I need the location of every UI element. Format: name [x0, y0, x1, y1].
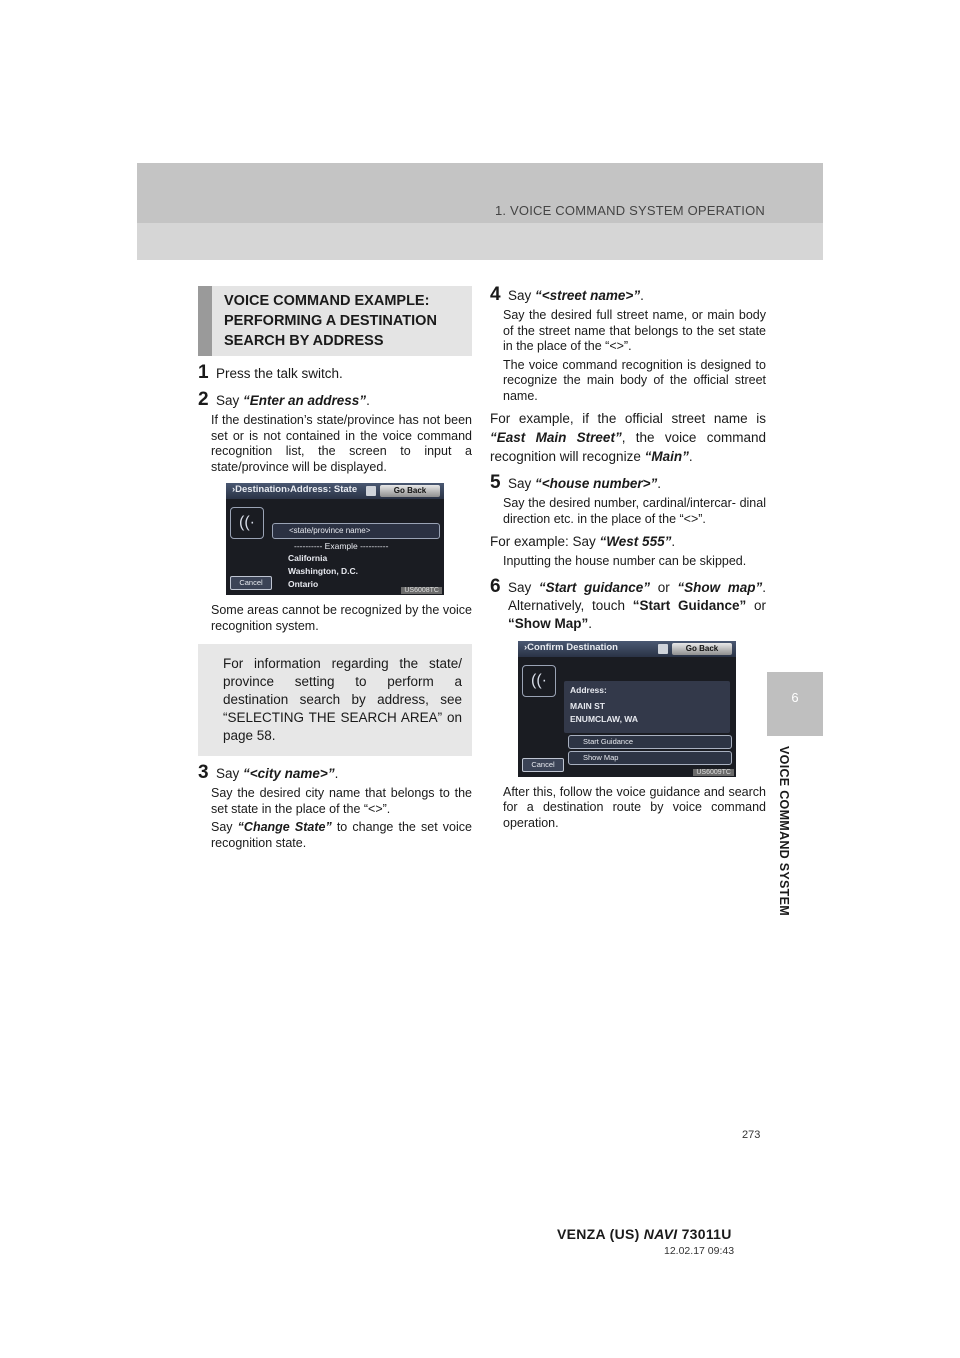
state-input-field[interactable]: <state/province name>	[272, 523, 440, 539]
bullet-item: Some areas cannot be recognized by the voice recognition system.	[211, 603, 472, 633]
info-note	[198, 644, 472, 756]
voice-command: “Main”	[644, 449, 689, 464]
voice-command: “<city name>”	[243, 766, 335, 781]
step-3	[198, 764, 472, 783]
step-2	[198, 391, 472, 410]
example-label: ---------- Example ----------	[294, 541, 389, 551]
step-text: Say “Start guidance” or “Show map”. Alternatively, touch “Start Guidance” or “Show Map”.	[508, 579, 766, 631]
step-1	[198, 364, 472, 383]
voice-command: “Change State”	[237, 820, 332, 834]
example-paragraph: For example: Say “West 555”.	[490, 534, 676, 549]
screen-title: ›Confirm Destination	[524, 641, 618, 653]
bullet-item: Inputting the house number can be skipped.	[503, 554, 747, 568]
touch-button-name: “Show Map”	[508, 615, 589, 631]
bullet-item: Say “Change State” to change the set voice recognition state.	[211, 820, 472, 850]
header-band	[137, 163, 823, 260]
screen-title: ›Destination›Address: State	[232, 484, 358, 495]
chapter-side-label	[769, 746, 799, 916]
example-paragraph: For example, if the official street name is “East Main Street”, the voice command recognition will recognize “Main”.	[490, 411, 766, 464]
bullet-item: Say the desired city name that belongs to the set state in the place of the “<>”.	[211, 786, 472, 816]
step-6	[490, 575, 766, 633]
step-5	[490, 474, 766, 493]
chapter-title: 1. VOICE COMMAND SYSTEM OPERATION	[494, 203, 765, 218]
confirm-destination-screen	[518, 641, 736, 777]
voice-talk-icon: ((·	[522, 665, 556, 697]
address-line: MAIN ST	[570, 700, 605, 711]
go-back-button[interactable]: Go Back	[672, 643, 732, 655]
start-guidance-button[interactable]: Start Guidance	[568, 735, 732, 749]
go-back-button[interactable]: Go Back	[380, 485, 440, 497]
example-item: Ontario	[288, 579, 319, 589]
chapter-side-label-text: VOICE COMMAND SYSTEM	[777, 746, 791, 916]
step-4	[490, 286, 766, 305]
voice-command: “<street name>”	[535, 288, 641, 303]
model-code: VENZA (US) NAVI 73011U	[557, 1226, 732, 1242]
voice-command: “West 555”	[599, 534, 672, 549]
touch-button-name: “Start Guidance”	[632, 597, 747, 613]
page-number: 273	[742, 1129, 761, 1141]
bullet-item: If the destination’s state/province has not been set or is not contained in the voice command recognition list, the screen to input a state/province will be displayed.	[211, 413, 472, 474]
chapter-tab	[767, 672, 823, 736]
figure-code: US6008TC	[401, 587, 442, 594]
address-label: Address:	[570, 684, 607, 695]
voice-command: “Enter an address”	[243, 393, 367, 408]
cancel-button[interactable]: Cancel	[230, 576, 272, 590]
step-number: 6	[490, 575, 501, 597]
bullet-item: Say the desired full street name, or main body of the street name that belongs to the set state in the place of the “<>”.	[503, 308, 766, 353]
navi-label: NAVI	[643, 1226, 678, 1242]
step-text: Say “<street name>”.	[508, 288, 644, 303]
voice-command: “Start guidance”	[538, 579, 651, 595]
bullet-item: The voice command recognition is designed to recognize the main body of the official street name.	[503, 357, 766, 403]
step-number: 3	[198, 762, 209, 783]
step-number: 2	[198, 389, 209, 410]
example-item: Washington, D.C.	[288, 566, 359, 576]
right-column	[490, 286, 766, 834]
note-item: For information regarding the state/ province setting to perform a destination search by address, see “SELECTING THE SEARCH AREA” on page 58.	[223, 656, 462, 743]
voice-command: “Show map”	[677, 579, 763, 595]
state-input-screen	[226, 483, 444, 595]
step-text: Press the talk switch.	[216, 366, 343, 381]
voice-command: “<house number>”	[535, 476, 658, 491]
voice-icon	[366, 486, 376, 496]
chapter-number: 6	[791, 690, 799, 705]
step-text: Say “<city name>”.	[216, 766, 339, 781]
step-text: Say “Enter an address”.	[216, 393, 370, 408]
bullet-item: After this, follow the voice guidance and search for a destination route by voice command operation.	[503, 784, 766, 830]
cancel-button[interactable]: Cancel	[522, 758, 564, 772]
address-line: ENUMCLAW, WA	[570, 713, 638, 724]
voice-talk-icon: ((·	[230, 507, 264, 539]
voice-command: “East Main Street”	[490, 430, 622, 445]
step-number: 4	[490, 284, 501, 305]
show-map-button[interactable]: Show Map	[568, 751, 732, 765]
section-heading: VOICE COMMAND EXAMPLE: PERFORMING A DESTINATION SEARCH BY ADDRESS	[198, 286, 472, 356]
bullet-item: Say the desired number, cardinal/intercar- dinal direction etc. in the place of the “<>”.	[503, 496, 766, 526]
voice-icon	[658, 644, 668, 654]
print-date: 12.02.17 09:43	[664, 1245, 735, 1257]
step-number: 5	[490, 472, 501, 493]
example-item: California	[288, 553, 328, 563]
step-number: 1	[198, 362, 209, 383]
step-text: Say “<house number>”.	[508, 476, 662, 491]
figure-code: US6009TC	[693, 769, 734, 776]
left-column	[198, 286, 472, 854]
